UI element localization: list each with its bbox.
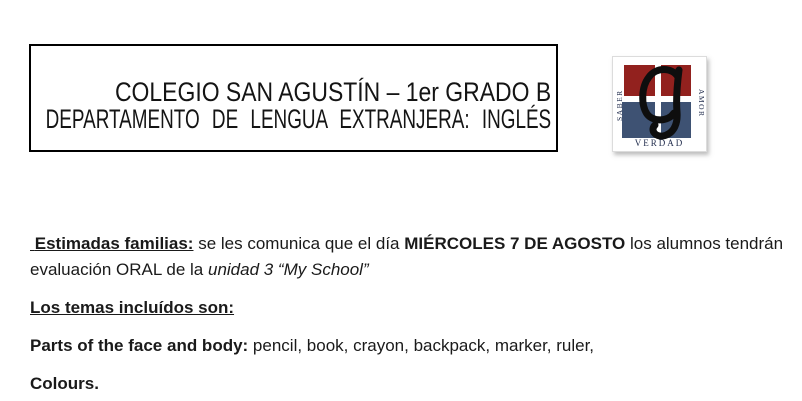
school-header-box	[29, 44, 558, 152]
school-name-line: COLEGIO SAN AGUSTÍN – 1er GRADO B	[114, 77, 551, 107]
unit-name-text: unidad 3 “My School”	[207, 260, 369, 279]
crest-word-verdad: VERDAD	[634, 138, 685, 148]
topics-heading	[30, 295, 802, 321]
notice-body	[30, 231, 802, 397]
announcement-text-c: evaluación ORAL de la	[30, 260, 208, 279]
topics-heading-text: Los temas incluídos son:	[30, 298, 235, 317]
announcement-text-b: los alumnos tendrán	[625, 234, 784, 253]
announcement-paragraph	[30, 231, 802, 283]
salutation-text: Estimadas familias:	[30, 234, 194, 253]
school-crest-logo	[612, 56, 707, 152]
crest-letter-a-icon	[635, 60, 687, 142]
exam-date-text: MIÉRCOLES 7 DE AGOSTO	[404, 234, 626, 253]
crest-word-amor: AMOR	[697, 89, 706, 118]
topic-parts-paragraph	[30, 333, 802, 359]
announcement-text-a: se les comunica que el día	[193, 234, 405, 253]
crest-word-saber: SABER	[615, 89, 624, 121]
department-line: DEPARTAMENTO DE LENGUA EXTRANJERA: INGLÉS	[45, 104, 551, 134]
topic-colours-text: Colours.	[30, 374, 99, 393]
topic-parts-items: pencil, book, crayon, backpack, marker, ruler,	[248, 336, 595, 355]
topic-colours-paragraph	[30, 371, 802, 397]
topic-parts-label: Parts of the face and body:	[30, 336, 249, 355]
